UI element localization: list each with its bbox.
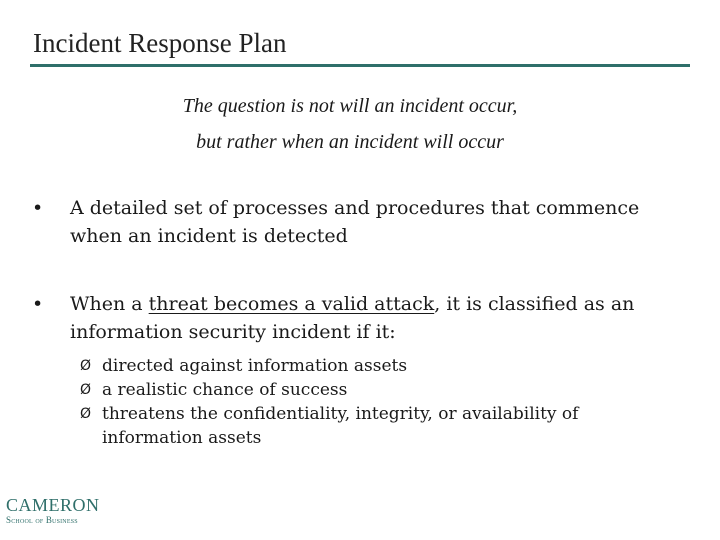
bullet-text: A detailed set of processes and procedures that commence when an incident is detected <box>70 197 640 247</box>
arrow-bullet-icon: Ø <box>80 358 92 374</box>
sub-bullet-item <box>80 354 640 378</box>
title-divider <box>30 64 690 67</box>
sub-bullet-text: threatens the confidentiality, integrity, or availability of information assets <box>102 404 579 448</box>
logo-sub-text: School of Business <box>6 515 78 525</box>
logo-main-text: CAMERON <box>6 495 100 515</box>
sub-bullet-list <box>80 354 640 450</box>
bullet-item-1 <box>32 194 692 254</box>
sub-bullet-item <box>80 402 640 450</box>
sub-bullet-text: a realistic chance of success <box>102 380 348 400</box>
bullet-text <box>70 290 690 346</box>
arrow-bullet-icon: Ø <box>80 382 92 398</box>
slide-title: Incident Response Plan <box>33 28 287 58</box>
underlined-phrase: threat becomes a valid attack <box>148 293 435 315</box>
bullet-item-2 <box>32 290 692 350</box>
arrow-bullet-icon: Ø <box>80 406 92 422</box>
bullet-text-before: When a <box>70 293 149 315</box>
bullet-marker: • <box>32 293 44 315</box>
quote-line-1: The question is not will an incident occur, <box>182 95 518 117</box>
cameron-logo <box>6 496 106 530</box>
quote-line-2: but rather when an incident will occur <box>196 131 504 153</box>
sub-bullet-text: directed against information assets <box>102 356 408 376</box>
bullet-marker: • <box>32 197 44 219</box>
sub-bullet-item <box>80 378 640 402</box>
bullet-text-after: , it is classified as an information security incident if it: <box>70 293 635 343</box>
quote-block <box>0 88 700 160</box>
